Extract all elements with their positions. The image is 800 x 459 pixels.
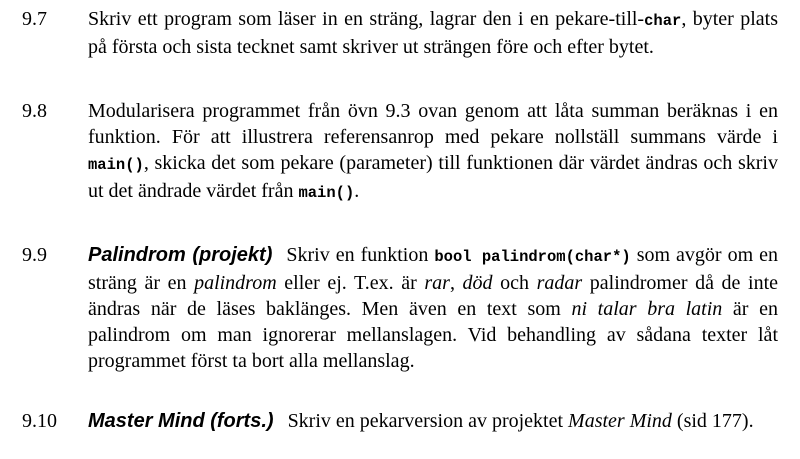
text-segment: Skriv en pekarversion av projektet (287, 410, 569, 432)
exercise-text (88, 6, 778, 60)
exercise-heading: Master Mind (forts.) (88, 410, 274, 432)
text-segment: . (354, 180, 360, 202)
exercise-9-8 (22, 98, 778, 206)
exercise-number: 9.8 (22, 100, 47, 122)
exercise-text (88, 242, 778, 374)
exercise-text (88, 408, 778, 434)
text-segment: Skriv en funktion (286, 244, 435, 266)
exercise-9-10 (22, 408, 778, 434)
exercise-number: 9.7 (22, 8, 47, 30)
code-char: char (644, 12, 682, 30)
exercise-number: 9.9 (22, 244, 47, 266)
text-segment: som avgör om en sträng är en (88, 244, 779, 294)
code-palindrom-signature: bool palindrom(char*) (434, 248, 631, 266)
exercise-heading: Palindrom (projekt) (88, 244, 273, 266)
exercise-number: 9.10 (22, 410, 57, 432)
text-segment: , skicka det som pekare (parameter) till funktionen där värdet ändras och skriv ut det ändrade värdet från (88, 152, 778, 202)
italic-term: ni talar bra latin (571, 298, 723, 320)
italic-term: Master Mind (568, 410, 672, 432)
italic-term: rar (424, 272, 450, 294)
italic-term: palindrom (194, 272, 277, 294)
italic-term: radar (536, 272, 583, 294)
exercise-9-7 (22, 6, 778, 60)
code-main: main() (298, 184, 355, 202)
text-segment: är en palindrom om man ignorerar mellanslagen. Vid behandling av sådana texter låt programmet först ta bort alla mellanslag. (88, 298, 778, 372)
text-segment: (sid 177). (671, 410, 754, 432)
code-main: main() (88, 156, 144, 174)
text-segment: eller ej. T.ex. är (276, 272, 425, 294)
text-segment: , (449, 272, 463, 294)
text-segment: Skriv ett program som läser in en sträng, lagrar den i en pekare-till- (88, 8, 645, 30)
italic-term: död (462, 272, 493, 294)
exercise-9-9 (22, 242, 778, 374)
text-segment: , byter plats på första och sista tecknet samt skriver ut strängen före och efter bytet. (88, 8, 778, 58)
text-segment: och (492, 272, 537, 294)
text-segment: palindromer då de inte ändras när de läses baklänges. Men även en text som (88, 272, 779, 320)
exercise-text (88, 98, 778, 206)
text-segment: Modularisera programmet från övn 9.3 ovan genom att låta summan beräknas i en funktion. För att illustrera referensanrop med pekare nollställ summans värde i (88, 100, 778, 148)
